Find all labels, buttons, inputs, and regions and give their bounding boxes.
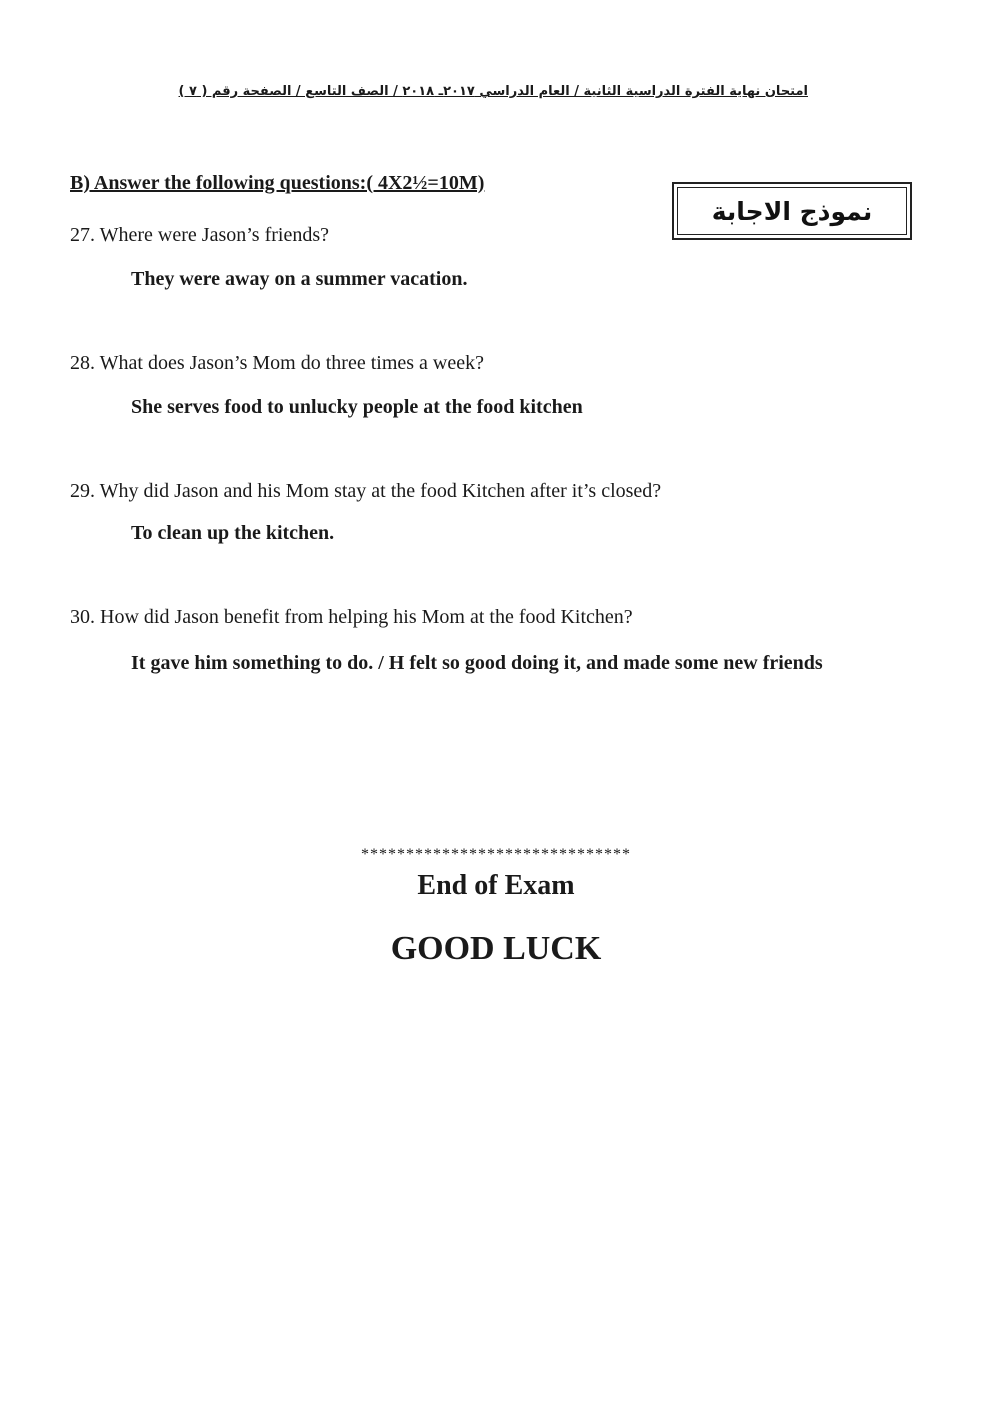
- exam-header: امتحان نهاية الفترة الدراسية الثانية / العام الدراسي ٢٠١٧ـ ٢٠١٨ / الصف التاسع / الصفحة رقم ( ٧ ): [178, 84, 808, 99]
- answer-29: To clean up the kitchen.: [131, 522, 335, 544]
- answer-30: It gave him something to do. / H felt so good doing it, and made some new friends: [131, 652, 823, 674]
- separator-stars: ******************************: [361, 846, 631, 863]
- question-28: 28. What does Jason’s Mom do three times a week?: [70, 352, 484, 374]
- answer-27: They were away on a summer vacation.: [131, 268, 468, 290]
- question-29: 29. Why did Jason and his Mom stay at the food Kitchen after it’s closed?: [70, 480, 662, 502]
- answer-28: She serves food to unlucky people at the food kitchen: [131, 396, 583, 418]
- question-30: 30. How did Jason benefit from helping his Mom at the food Kitchen?: [70, 606, 633, 628]
- end-of-exam: End of Exam: [417, 870, 575, 901]
- question-27: 27. Where were Jason’s friends?: [70, 224, 329, 246]
- section-title: B) Answer the following questions:( 4X2½=10M): [70, 172, 485, 194]
- answer-key-stamp: [672, 182, 912, 240]
- answer-key-stamp-label: نموذج الاجابة: [677, 187, 907, 235]
- good-luck: GOOD LUCK: [390, 930, 602, 967]
